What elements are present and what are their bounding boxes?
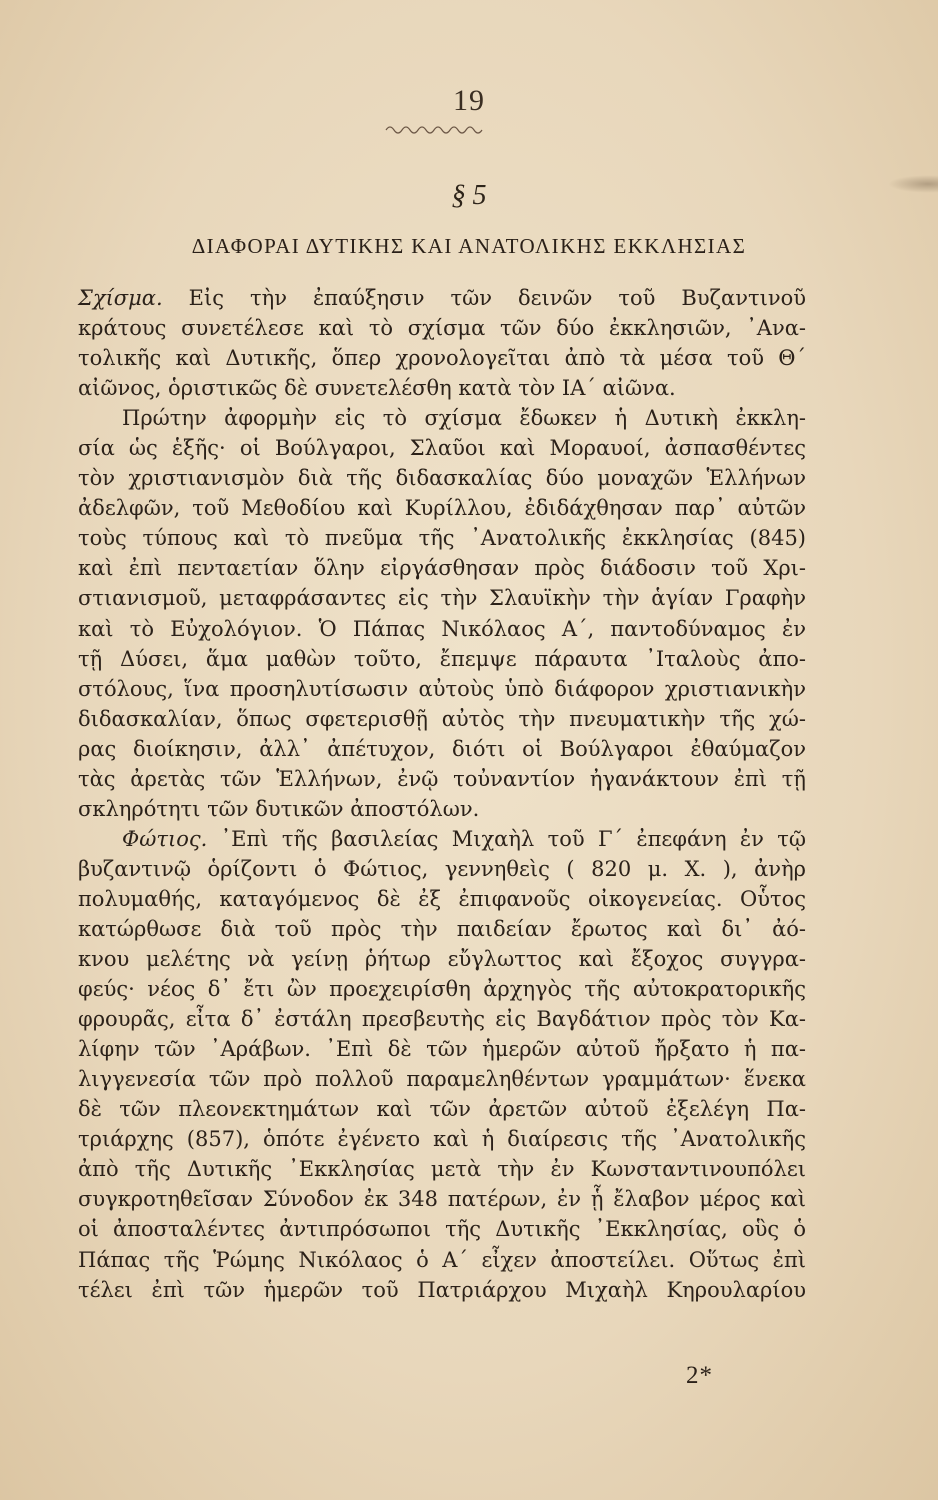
- text-line: [78, 614, 806, 644]
- line-text: αἰῶνος, ὁριστικῶς δὲ συνετελέσθη κατὰ τὸν ΙΑ΄ αἰῶνα.: [78, 376, 676, 401]
- paragraph-lead-term: Σχίσμα.: [78, 286, 163, 310]
- body-text: [78, 283, 806, 1305]
- text-line: [78, 914, 806, 944]
- line-text: φεύς· νέος δ᾿ ἔτι ὢν προεχειρίσθη ἀρχηγὸς τῆς αὐτοκρατορικῆς: [78, 977, 806, 1002]
- text-line: [78, 884, 806, 914]
- line-text: Πάπας τῆς Ῥώμης Νικόλαος ὁ Α΄ εἶχεν ἀποστείλει. Οὕτως ἐπὶ: [78, 1247, 806, 1272]
- line-text: καὶ τὸ Εὐχολόγιον. Ὁ Πάπας Νικόλαος Α΄, παντοδύναμος ἐν: [78, 616, 806, 641]
- text-line: [78, 1275, 806, 1305]
- text-line: [78, 794, 806, 824]
- line-text: φρουρᾶς, εἶτα δ᾿ ἐστάλη πρεσβευτὴς εἰς Βαγδάτιον πρὸς τὸν Κα-: [78, 1007, 806, 1032]
- text-line: [78, 523, 806, 553]
- text-line: [78, 553, 806, 583]
- line-text: κράτους συνετέλεσε καὶ τὸ σχίσμα τῶν δύο ἐκκλησιῶν, ᾿Ανα-: [78, 316, 806, 341]
- line-text: τολικῆς καὶ Δυτικῆς, ὅπερ χρονολογεῖται ἀπὸ τὰ μέσα τοῦ Θ΄: [78, 346, 806, 371]
- line-text: κνου μελέτης νὰ γείνῃ ῥήτωρ εὔγλωττος καὶ ἔξοχος συγγρα-: [78, 947, 806, 972]
- text-line: [78, 343, 806, 373]
- chapter-heading: ΔΙΑΦΟΡΑΙ ΔΥΤΙΚΗΣ ΚΑΙ ΑΝΑΤΟΛΙΚΗΣ ΕΚΚΛΗΣΙΑΣ: [191, 234, 747, 258]
- line-text: συγκροτηθεῖσαν Σύνοδον ἐκ 348 πατέρων, ἐν ᾗ ἔλαβον μέρος καὶ: [78, 1187, 806, 1212]
- text-line: [78, 644, 806, 674]
- line-text: σία ὡς ἑξῆς· οἱ Βούλγαροι, Σλαῦοι καὶ Μοραυοί, ἀσπασθέντες: [78, 436, 806, 461]
- text-line: [78, 974, 806, 1004]
- text-line: [78, 283, 806, 313]
- line-text: λιγγενεσία τῶν πρὸ πολλοῦ παραμεληθέντων γραμμάτων· ἕνεκα: [78, 1067, 806, 1092]
- text-line: [78, 1064, 806, 1094]
- text-line: [78, 313, 806, 343]
- text-line: [78, 1004, 806, 1034]
- text-line: [78, 1034, 806, 1064]
- line-text: ἀδελφῶν, τοῦ Μεθοδίου καὶ Κυρίλλου, ἐδιδάχθησαν παρ᾿ αὐτῶν: [78, 496, 806, 521]
- line-text: λίφην τῶν ᾿Αράβων. ᾿Επὶ δὲ τῶν ἡμερῶν αὐτοῦ ἤρξατο ἡ πα-: [78, 1037, 806, 1062]
- line-text: δὲ τῶν πλεονεκτημάτων καὶ τῶν ἀρετῶν αὐτοῦ ἐξελέγη Πα-: [78, 1097, 806, 1122]
- text-line: [78, 433, 806, 463]
- line-text: Εἰς τὴν ἐπαύξησιν τῶν δεινῶν τοῦ Βυζαντινοῦ: [162, 286, 806, 310]
- text-line: [78, 944, 806, 974]
- text-line: [78, 403, 806, 433]
- line-text: τῇ Δύσει, ἅμα μαθὼν τοῦτο, ἔπεμψε πάραυτα ᾿Ιταλοὺς ἀπο-: [78, 646, 806, 671]
- line-text: βυζαντινῷ ὁρίζοντι ὁ Φώτιος, γεννηθεὶς ( 820 μ. Χ. ), ἀνὴρ: [78, 856, 806, 881]
- line-text: τὸν χριστιανισμὸν διὰ τῆς διδασκαλίας δύο μοναχῶν Ἑλλήνων: [78, 466, 806, 491]
- line-text: τέλει ἐπὶ τῶν ἡμερῶν τοῦ Πατριάρχου Μιχαὴλ Κηρουλαρίου: [78, 1277, 806, 1302]
- text-line: [78, 734, 806, 764]
- line-text: Πρώτην ἀφορμὴν εἰς τὸ σχίσμα ἔδωκεν ἡ Δυτικὴ ἐκκλη-: [122, 406, 806, 431]
- text-line: [78, 824, 806, 854]
- text-line: [78, 1214, 806, 1244]
- line-text: ἀπὸ τῆς Δυτικῆς ᾿Εκκλησίας μετὰ τὴν ἐν Κωνσταντινουπόλει: [78, 1157, 806, 1182]
- text-line: [78, 583, 806, 613]
- section-number: § 5: [451, 180, 487, 211]
- line-text: στόλους, ἵνα προσηλυτίσωσιν αὐτοὺς ὑπὸ διάφορον χριστιανικὴν: [78, 676, 806, 701]
- line-text: τὰς ἀρετὰς τῶν Ἑλλήνων, ἐνῷ τοὐναντίον ἠγανάκτουν ἐπὶ τῇ: [78, 766, 806, 791]
- line-text: οἱ ἀποσταλέντες ἀντιπρόσωποι τῆς Δυτικῆς ᾿Εκκλησίας, οὓς ὁ: [78, 1217, 806, 1242]
- line-text: κατώρθωσε διὰ τοῦ πρὸς τὴν παιδείαν ἔρωτος καὶ δι᾿ ἀό-: [78, 916, 806, 941]
- paragraph-lead-term: Φώτιος.: [122, 826, 208, 851]
- text-line: [78, 854, 806, 884]
- line-text: σκληρότητι τῶν δυτικῶν ἀποστόλων.: [78, 796, 480, 821]
- line-text: διδασκαλίαν, ὅπως σφετερισθῇ αὐτὸς τὴν πνευματικὴν τῆς χώ-: [78, 706, 806, 731]
- line-text: στιανισμοῦ, μεταφράσαντες εἰς τὴν Σλαυϊκὴν τὴν ἁγίαν Γραφὴν: [78, 586, 806, 611]
- text-line: [78, 493, 806, 523]
- line-text: τοὺς τύπους καὶ τὸ πνεῦμα τῆς ᾿Ανατολικῆς ἐκκλησίας (845): [78, 526, 806, 551]
- text-line: [78, 1184, 806, 1214]
- text-line: [78, 704, 806, 734]
- page-number: 19: [453, 84, 485, 117]
- text-line: [78, 1094, 806, 1124]
- text-line: [78, 463, 806, 493]
- text-line: [78, 1124, 806, 1154]
- text-line: [78, 1245, 806, 1275]
- text-line: [78, 674, 806, 704]
- line-text: τριάρχης (857), ὁπότε ἐγένετο καὶ ἡ διαίρεσις τῆς ᾿Ανατολικῆς: [78, 1127, 806, 1152]
- line-text: καὶ ἐπὶ πενταετίαν ὅλην εἰργάσθησαν πρὸς διάδοσιν τοῦ Χρι-: [78, 556, 806, 581]
- text-line: [78, 373, 806, 403]
- line-text: ᾿Επὶ τῆς βασιλείας Μιχαὴλ τοῦ Γ΄ ἐπεφάνη ἐν τῷ: [207, 826, 806, 851]
- wavy-rule-ornament: [384, 122, 484, 136]
- text-line: [78, 764, 806, 794]
- line-text: ρας διοίκησιν, ἀλλ᾿ ἀπέτυχον, διότι οἱ Βούλγαροι ἐθαύμαζον: [78, 736, 806, 761]
- signature-mark: 2*: [686, 1362, 713, 1389]
- text-line: [78, 1154, 806, 1184]
- line-text: πολυμαθής, καταγόμενος δὲ ἐξ ἐπιφανοῦς οἰκογενείας. Οὗτος: [78, 886, 806, 911]
